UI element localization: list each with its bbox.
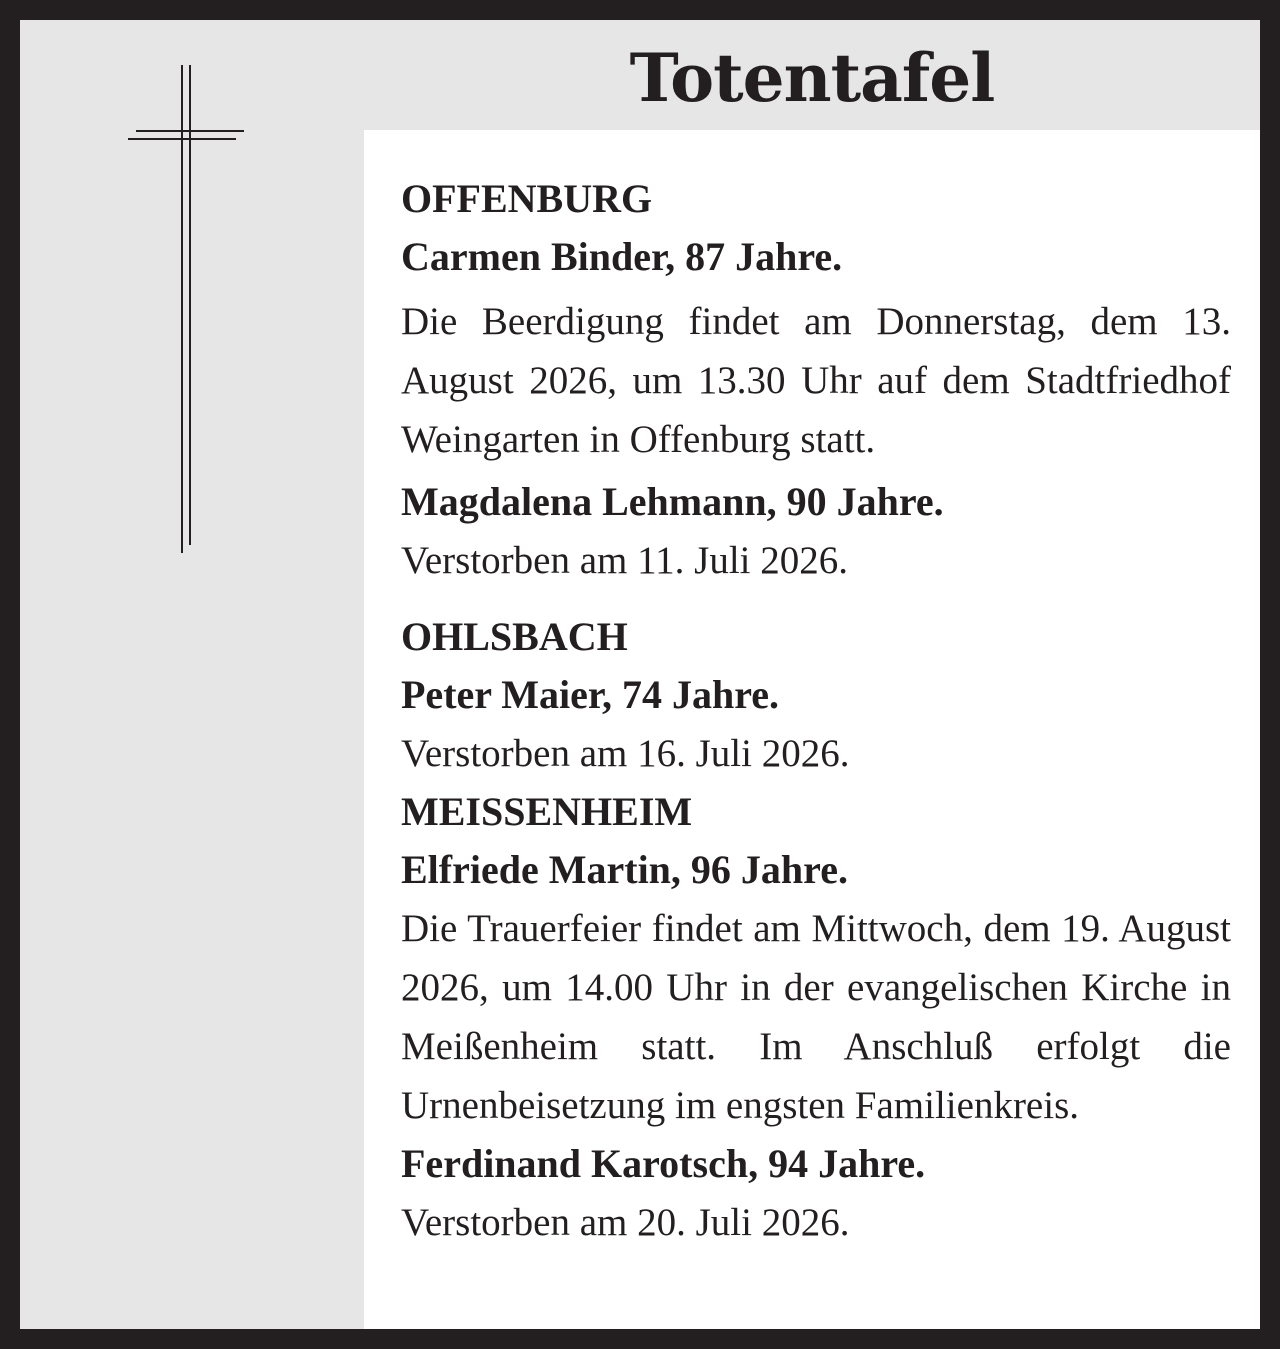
page-title: Totentafel (629, 39, 995, 117)
section-town-meissenheim: MEISSENHEIM (401, 789, 693, 834)
section-spacer (401, 590, 1231, 608)
cross-icon (128, 65, 248, 557)
obituary-text: Die Beerdigung findet am Donnerstag, dem 13. August 2026, um 13.30 Uhr auf dem Stadtfriedhof Weingarten in Offenburg statt. (401, 300, 1231, 461)
section-town-offenburg: OFFENBURG (401, 176, 653, 221)
obituary-text: Verstorben am 16. Juli 2026. (401, 732, 850, 775)
obituary-text: Verstorben am 11. Juli 2026. (401, 539, 848, 582)
obituary-text: Die Trauerfeier findet am Mittwoch, dem 19. August 2026, um 14.00 Uhr in der evangelischen Kirche in Meißenheim statt. Im Anschluß erfolgt die Urnenbeisetzung im engsten Familienkreis. (401, 907, 1231, 1127)
obituary-name: Magdalena Lehmann, 90 Jahre. (401, 479, 944, 524)
obituary-name: Ferdinand Karotsch, 94 Jahre. (401, 1141, 926, 1186)
obituary-name: Elfriede Martin, 96 Jahre. (401, 847, 848, 892)
obituary-name: Peter Maier, 74 Jahre. (401, 672, 780, 717)
obituary-text: Verstorben am 20. Juli 2026. (401, 1201, 850, 1244)
obituary-list (364, 130, 1261, 1332)
obituary-name: Carmen Binder, 87 Jahre. (401, 234, 843, 279)
section-town-ohlsbach: OHLSBACH (401, 614, 628, 659)
